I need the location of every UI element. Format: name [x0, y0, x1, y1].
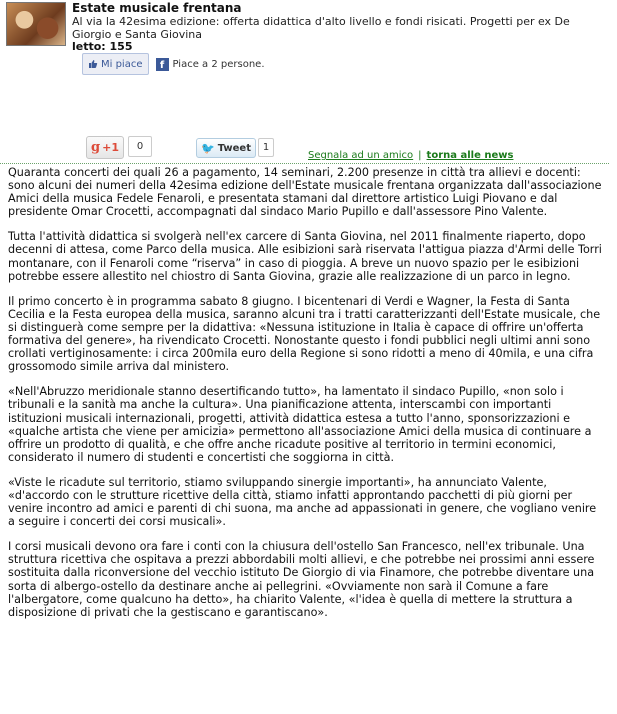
google-plus-icon: g	[91, 140, 101, 155]
google-plus-button[interactable]	[86, 136, 124, 159]
tweet-label: Tweet	[217, 142, 251, 154]
article-paragraph: «Nell'Abruzzo meridionale stanno desertificando tutto», ha lamentato il sindaco Pupillo, «non solo i tribunali e la sanità ma anche la cultura». Una pianificazione attenta, interscambi con importanti istituzioni musicali internazionali, progetti, attività didattica estesa a tutto l'anno, sponsorizzazioni e «qualche artista che viene per amicizia» permettono all'associazione Amici della musica di continuare a offrire un prodotto di qualità, e che offre anche ricadute positive al territorio in termini economici, considerato il numero di studenti e concertisti che soggiorna in città.	[8, 385, 592, 464]
article-links	[308, 150, 513, 161]
article-paragraph: I corsi musicali devono ora fare i conti con la chiusura dell'ostello San Francesco, nell'ex tribunale. Una struttura ricettiva che ospitava a prezzi abbordabili molti allievi, e che potrebbe nei prossimi anni essere sostituita dalla riconversione del vecchio istituto De Giorgio di via Finamore, che potrebbe diventare una sorta di albergo-ostello da destinare anche ai pellegrini. «Ovviamente non sarà il Comune a fare l'albergatore, come qualcuno ha detto», ha chiarito Valente, «l'idea è quella di mettere la struttura a disposizione di privati che la gestiscano e garantiscano».	[8, 540, 595, 619]
twitter-bird-icon: 🐦	[200, 141, 215, 155]
thumbs-up-icon	[88, 59, 98, 69]
like-label: Mi piace	[101, 58, 143, 70]
article-summary: Al via la 42esima edizione: offerta didattica d'alto livello e fondi risicati. Progetti per ex De Giorgio e Santa Giovina	[72, 15, 570, 41]
facebook-like-widget	[82, 53, 265, 75]
article-title: Estate musicale frentana	[72, 1, 242, 15]
tweet-button[interactable]	[196, 138, 256, 158]
gplus-label: +1	[102, 141, 119, 154]
article-body	[8, 166, 606, 631]
link-separator: |	[418, 150, 422, 161]
torna-news-link[interactable]: torna alle news	[426, 150, 514, 161]
like-social-text: Piace a 2 persone.	[172, 58, 265, 70]
share-toolbar	[86, 136, 616, 162]
article-paragraph: Quaranta concerti dei quali 26 a pagamento, 14 seminari, 2.200 presenze in città tra allievi e docenti: sono alcuni dei numeri della 42esima edizione dell'Estate musicale frentana organizzata dall'associazione Amici della musica Fedele Fenaroli, e presentata stamani dal direttore artistico Luigi Piovano e dal presidente Omar Crocetti, accompagnati dal sindaco Mario Pupillo e dall'assessore Pino Valente.	[8, 166, 602, 219]
gplus-count: 0	[128, 136, 152, 157]
segnala-link[interactable]: Segnala ad un amico	[308, 150, 414, 161]
view-count: letto: 155	[72, 40, 133, 53]
article-thumbnail[interactable]	[6, 2, 66, 46]
article-paragraph: «Viste le ricadute sul territorio, stiamo sviluppando sinergie importanti», ha annunciato Valente, «d'accordo con le strutture ricettive della città, stiamo infatti approntando pacchetti di più giorni per venire incontro ad amici e parenti di chi suona, ma anche ad appassionati in genere, che vogliano venire a seguire i concerti dei corsi musicali».	[8, 475, 597, 529]
facebook-icon: f	[156, 58, 169, 71]
article-paragraph: Tutta l'attività didattica si svolgerà nell'ex carcere di Santa Giovina, nel 2011 finalmente riaperto, dopo decenni di attesa, come Parco della musica. Alle esibizioni sarà riservata l'attigua piazza d'Armi delle Torri montanare, con il Fenaroli come “riserva” in caso di pioggia. A breve un nuovo spazio per le esibizioni potrebbe essere allestito nel chiostro di Santa Giovina, grazie alle realizzazione di un parco in legno.	[8, 230, 602, 283]
facebook-like-button[interactable]	[82, 53, 149, 75]
tweet-count: 1	[258, 138, 274, 157]
article-paragraph: Il primo concerto è in programma sabato 8 giugno. I bicentenari di Verdi e Wagner, la Festa di Santa Cecilia e la Festa europea della musica, saranno alcuni tra i tratti caratterizzanti dell'Estate musicale, che si distinguerà come sempre per la didattiva: «Nessuna istituzione in Italia è capace di offrire un'offerta formativa del genere», ha rivendicato Crocetti. Nonostante questo i fondi pubblici negli ultimi anni sono crollati vertiginosamente: i circa 200mila euro della Regione si sono ridotti a meno di 40mila, e una cifra grossomodo simile arriva dal ministero.	[8, 294, 601, 374]
divider	[0, 163, 609, 164]
